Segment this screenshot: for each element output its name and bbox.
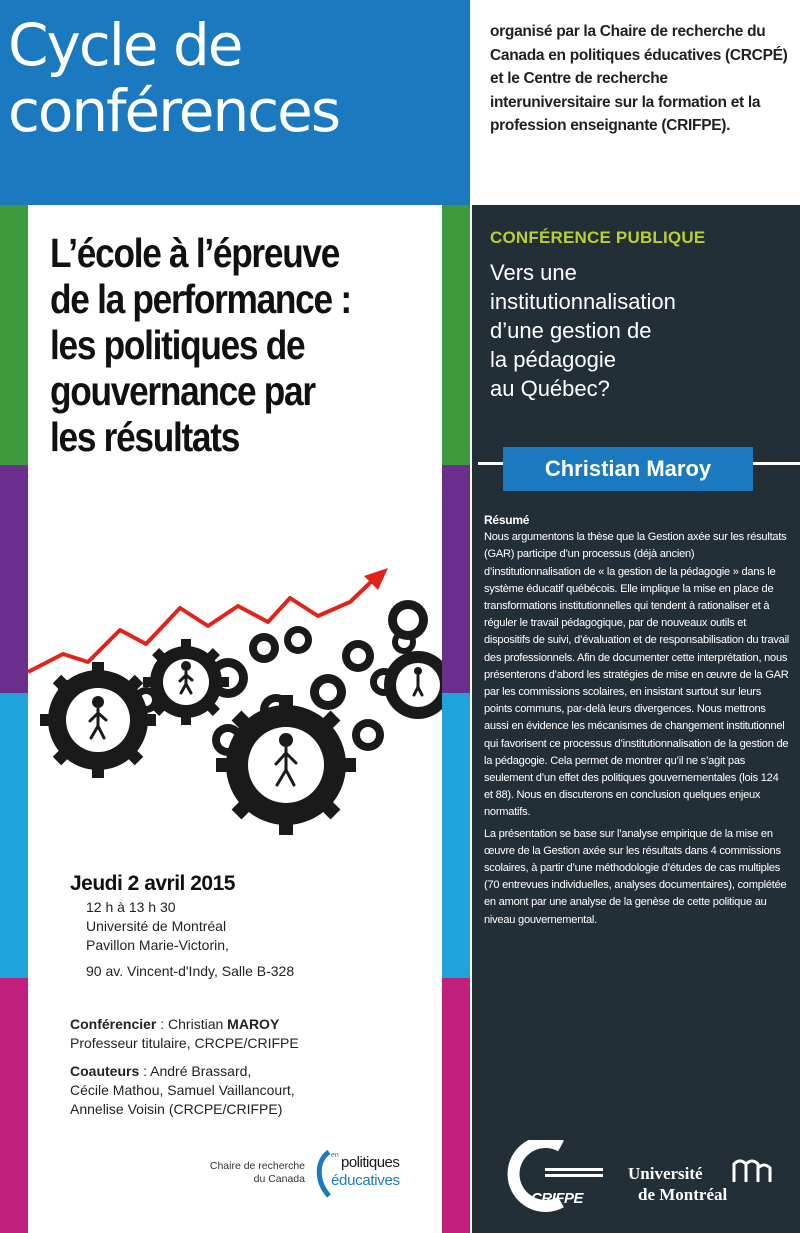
event-date: Jeudi 2 avril 2015 xyxy=(70,872,235,895)
stripe-left-green xyxy=(0,205,28,465)
stripe-left-cyan xyxy=(0,693,28,978)
abstract-heading: Résumé xyxy=(484,513,530,527)
talk-title-line2: institutionnalisation xyxy=(490,289,676,314)
crcpe-logo-politiques: politiques xyxy=(341,1154,400,1171)
lecturer-firstname: : Christian xyxy=(156,1016,228,1032)
main-title xyxy=(50,230,441,460)
coauthors-line1: : André Brassard, xyxy=(139,1063,252,1079)
talk-title-line4: la pédagogie xyxy=(490,347,617,372)
organizer-text: organisé par la Chaire de recherche du Canada en politiques éducatives (CRCPÉ) et le Centre de recherche interuniversitaire sur la formation et la profession enseignante (CRIFPE). xyxy=(490,23,788,134)
public-conference-label: CONFÉRENCE PUBLIQUE xyxy=(490,228,706,247)
crcpe-logo-line2: du Canada xyxy=(253,1173,305,1185)
gears-illustration xyxy=(28,560,442,860)
stripe-right-cyan xyxy=(442,693,470,978)
event-time: 12 h à 13 h 30 xyxy=(86,899,176,915)
abstract xyxy=(484,512,790,933)
udem-logo xyxy=(628,1158,778,1208)
cycle-title-line1: Cycle de xyxy=(8,11,242,79)
coauthors-line xyxy=(70,1062,251,1080)
udem-logo-line1: Université xyxy=(628,1164,703,1183)
crcpe-logo-mark xyxy=(311,1150,333,1198)
crcpe-logo xyxy=(195,1150,425,1200)
talk-title-line3: d’une gestion de xyxy=(490,318,652,343)
abstract-paragraph-1: Nous argumentons la thèse que la Gestion axée sur les résultats (GAR) participe d’un processus (déjà ancien) d’institutionnalisation de « la gestion de la pédagogie » dans le système éducatif québécois. Elle implique la mise en place de transformations institutionnelles qui tendent à rationaliser et à réguler le travail pédagogique, par de nouveaux outils et dispositifs de suivi, d’évaluation et de responsabilisation du travail des professionnels. Afin de documenter cette interprétation, nous présenterons d’abord les stratégies de mise en œuvre de la GAR par les commissions scolaires, en insistant surtout sur leurs points communs, par-delà leurs divergences. Nous mettrons aussi en évidence les mécanismes de changement institutionnel qui favorisent ce processus d’institutionnalisation de la gestion de la pédagogie. Cela permet de montrer qu’il ne s’agit pas seulement d’un effet des politiques gouvernementales (lois 124 et 88). Nous en discuterons en conclusion quelques enjeux normatifs. xyxy=(484,531,790,819)
lecturer-line xyxy=(70,1015,279,1033)
coauthors-line3: Annelise Voisin (CRCPE/CRIFPE) xyxy=(70,1101,283,1117)
coauthors-line2: Cécile Mathou, Samuel Vaillancourt, xyxy=(70,1082,295,1098)
coauthors-label: Coauteurs xyxy=(70,1063,140,1079)
gears-group xyxy=(40,600,442,835)
crcpe-logo-line1: Chaire de recherche xyxy=(209,1160,305,1172)
cycle-title-line2: conférences xyxy=(8,77,340,145)
event-building: Pavillon Marie-Victorin, xyxy=(86,937,229,953)
abstract-paragraph-2: La présentation se base sur l’analyse empirique de la mise en œuvre de la Gestion axée sur les résultats dans 4 commissions scolaires, à partir d’une méthodologie d’études de cas multiples (70 entrevues individuelles, analyses documentaires), complétée en amont par une analyse de la genèse de cette politique au niveau gouvernemental. xyxy=(484,827,787,926)
lecturer-surname: MAROY xyxy=(227,1016,280,1032)
talk-title-line5: au Québec? xyxy=(490,376,610,401)
main-title-line2: de la performance : xyxy=(50,276,351,322)
main-title-line4: gouvernance par xyxy=(50,368,315,414)
crcpe-logo-en: en xyxy=(331,1152,339,1159)
udem-logo-line2: de Montréal xyxy=(638,1185,728,1204)
main-title-line5: les résultats xyxy=(50,414,240,460)
stripe-left-purple xyxy=(0,465,28,693)
main-title-line3: les politiques de xyxy=(50,322,305,368)
cycle-title xyxy=(8,12,468,144)
stripe-left-magenta xyxy=(0,978,28,1233)
udem-logo-mark xyxy=(732,1158,772,1184)
lecturer-label: Conférencier xyxy=(70,1016,157,1032)
talk-title xyxy=(490,258,790,403)
lecturer-position: Professeur titulaire, CRCPE/CRIFPE xyxy=(70,1035,299,1051)
talk-title-line1: Vers une xyxy=(490,260,577,285)
stripe-right-green xyxy=(442,205,470,465)
speaker-name: Christian Maroy xyxy=(503,447,753,491)
crcpe-logo-educatives: éducatives xyxy=(331,1172,400,1189)
crifpe-logo xyxy=(503,1140,613,1212)
main-title-line1: L’école à l’épreuve xyxy=(50,230,340,276)
stripe-right-magenta xyxy=(442,978,470,1233)
event-venue: Université de Montréal xyxy=(86,918,227,934)
cycle-banner xyxy=(0,0,470,205)
stripe-right-purple xyxy=(442,465,470,693)
event-address: 90 av. Vincent-d'Indy, Salle B-328 xyxy=(86,963,295,979)
crifpe-logo-text: CRIFPE xyxy=(531,1190,584,1207)
